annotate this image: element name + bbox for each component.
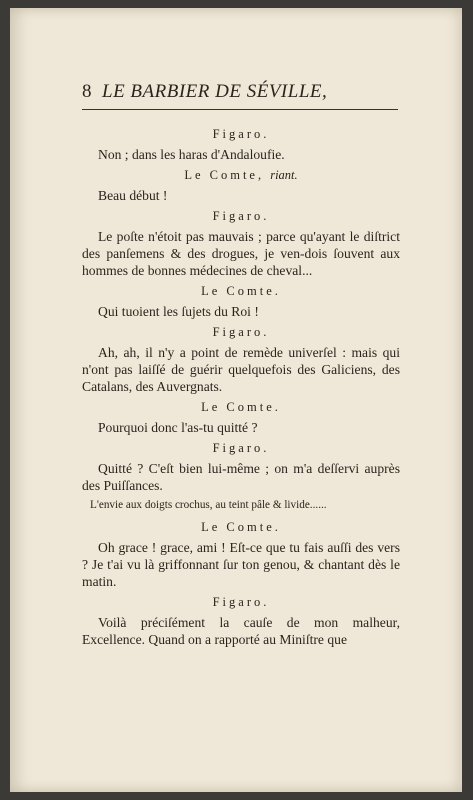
page-number: 8 xyxy=(82,81,92,102)
stage-direction: riant. xyxy=(270,168,298,182)
verse-line: L'envie aux doigts crochus, au teint pâle & livide...... xyxy=(90,499,327,511)
dialogue-line: Beau début ! xyxy=(98,188,168,203)
speaker-name: Figaro. xyxy=(212,325,270,339)
speaker-name: Figaro. xyxy=(212,595,270,609)
speaker-name: Le Comte. xyxy=(201,520,281,534)
book-page xyxy=(10,8,462,792)
dialogue-line: Oh grace ! grace, ami ! Eſt-ce que tu fais auſſi des vers ? Je t'ai vu là griffonnant ſur ton genou, & chantant dès le matin. xyxy=(82,540,400,589)
speaker-name: Figaro. xyxy=(212,127,270,141)
dialogue-line: Pourquoi donc l'as-tu quitté ? xyxy=(98,420,258,435)
header-rule xyxy=(82,109,398,110)
speaker-name: Le Comte. xyxy=(201,284,281,298)
running-header xyxy=(82,81,398,103)
dialogue-line: Ah, ah, il n'y a point de remède univerſel : mais qui n'ont pas laiſſé de guérir quelquefois des Galiciens, des Catalans, des Auvergnats. xyxy=(82,345,400,394)
dialogue-line: Quitté ? C'eſt bien lui-même ; on m'a deſſervi auprès des Puiſſances. xyxy=(82,461,400,493)
speaker-name: Le Comte. xyxy=(201,400,281,414)
dialogue-line: Non ; dans les haras d'Andaloufie. xyxy=(98,147,285,162)
dialogue-line: Le poſte n'étoit pas mauvais ; parce qu'ayant le diſtrict des panſemens & des drogues, je ven-dois ſouvent aux hommes de bonnes médecines de cheval... xyxy=(82,229,400,278)
dialogue-line: Qui tuoient les ſujets du Roi ! xyxy=(98,304,259,319)
speaker-name: Le Comte, riant. xyxy=(184,168,298,182)
dialogue-line: Voilà préciſément la cauſe de mon malheur, Excellence. Quand on a rapporté au Miniſtre que xyxy=(82,615,400,647)
play-text xyxy=(82,122,400,648)
speaker-name: Figaro. xyxy=(212,209,270,223)
running-title: LE BARBIER DE SÉVILLE, xyxy=(102,81,328,102)
speaker-name: Figaro. xyxy=(212,441,270,455)
